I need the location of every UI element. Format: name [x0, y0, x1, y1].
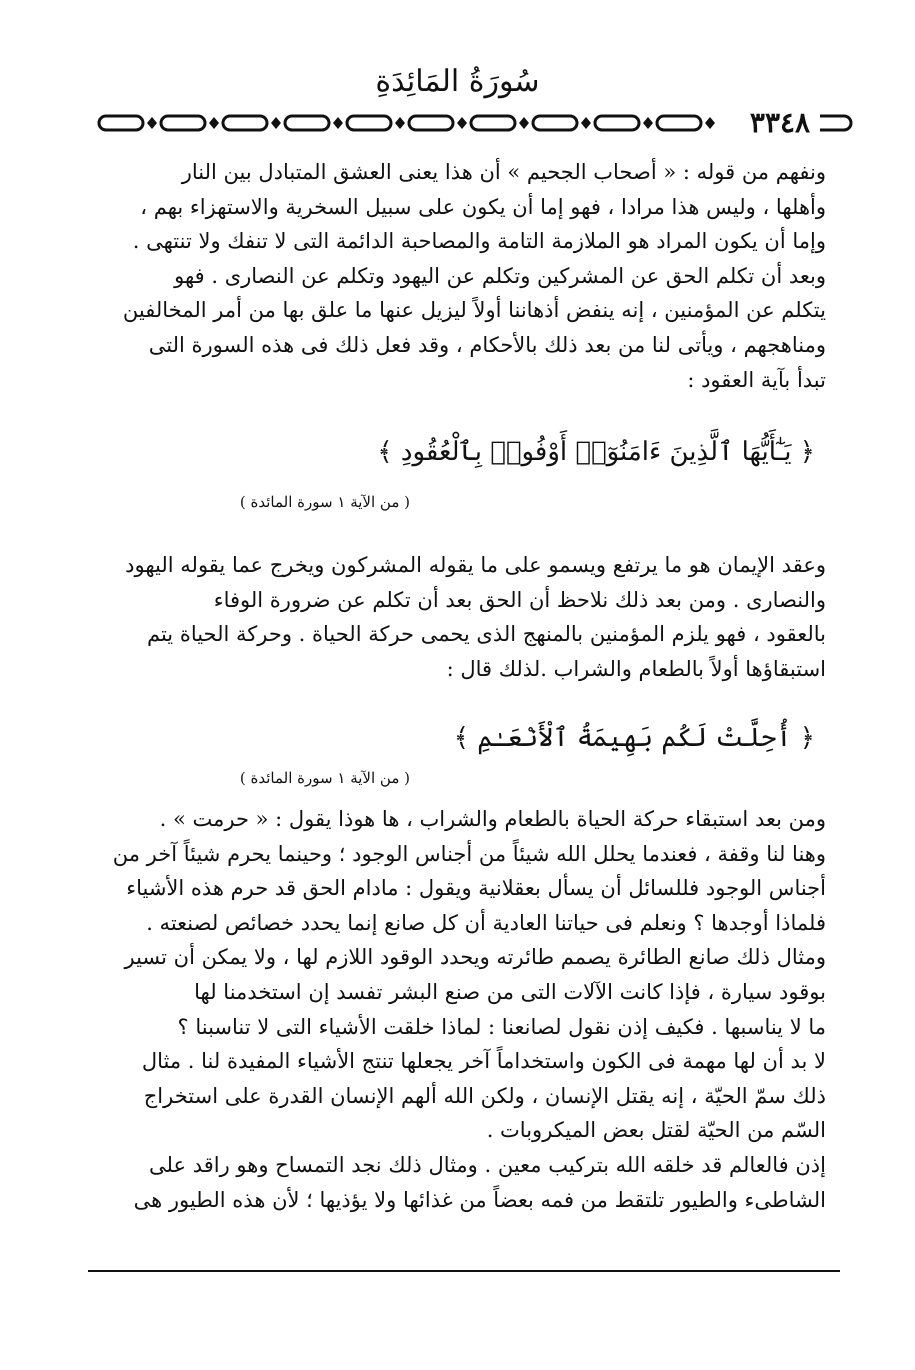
text-line: ونفهم من قوله : « أصحاب الجحيم » أن هذا يعنى العشق المتبادل بين النار — [181, 160, 826, 184]
text-line: الشاطىء والطيور تلتقط من فمه بعضاً من غذائها ولا يؤذيها ؛ لأن هذه الطيور هى — [133, 1187, 826, 1212]
text-line: إذن فالعالم قد خلقه الله بتركيب معين . ومثال ذلك نجد التمساح وهو راقد على — [149, 1152, 826, 1177]
text-line: يتكلم عن المؤمنين ، إنه ينفض أذهاننا أولاً ليزيل عنها ما علق بها من أمر المخالفين — [122, 298, 826, 323]
text-line: وأهلها ، وليس هذا مرادا ، فهو إما أن يكون على سبيل السخرية والاستهزاء بهم ، — [140, 194, 826, 219]
text-line: وبعد أن تكلم الحق عن المشركين وتكلم عن اليهود وتكلم عن النصارى . فهو — [174, 263, 826, 288]
text-line: لا بد أن لها مهمة فى الكون واستخداماً آخر يجعلها تنتج الأشياء المفيدة لنا . مثال — [141, 1049, 826, 1074]
text-line: وهنا لنا وقفة ، فعندما يحلل الله شيئاً من أجناس الوجود ؛ وحينما يحرم شيئاً آخر من — [112, 841, 826, 866]
surah-title: سُورَةُ المَائِدَةِ — [375, 64, 540, 99]
paragraph-3 — [108, 802, 826, 1217]
text-line: وإما أن يكون المراد هو الملازمة التامة والمصاحبة الدائمة التى لا تنفك ولا تنتهى . — [132, 229, 826, 254]
text-line: أجناس الوجود فللسائل أن يسأل بعقلانية ويقول : مادام الحق قد حرم هذه الأشياء — [126, 876, 826, 901]
paragraph-1 — [108, 155, 826, 397]
text-line: تبدأ بآية العقود : — [687, 367, 826, 392]
text-line: ما لا يناسبها . فكيف إذن نقول لصانعنا : لماذا خلقت الأشياء التى لا تناسبنا ؟ — [177, 1014, 826, 1039]
page-number: ٣٣٤٨ — [740, 108, 820, 138]
text-line: بالعقود ، فهو يلزم المؤمنين بالمنهج الذى يحمى حركة الحياة . وحركة الحياة يتم — [146, 622, 826, 647]
text-line: السّم من الحيّة لقتل بعض الميكروبات . — [486, 1118, 826, 1143]
quran-verse-2: ﴿ أُحِلَّتْ لَكُم بَهِيمَةُ ٱلْأَنْعَـٰمِ ﴾ — [453, 723, 815, 753]
verse-1-reference: ( من الآية ١ سورة المائدة ) — [239, 493, 410, 511]
text-line: وعقد الإيمان هو ما يرتفع ويسمو على ما يقوله المشركون ويخرج عما يقوله اليهود — [125, 553, 826, 577]
paragraph-2 — [108, 548, 826, 686]
footer-divider — [88, 1270, 840, 1272]
text-line: والنصارى . ومن بعد ذلك نلاحظ أن الحق بعد أن تكلم عن ضرورة الوفاء — [213, 587, 826, 612]
text-line: ومناهجهم ، ويأتى لنا من بعد ذلك بالأحكام ، وقد فعل ذلك فى هذه السورة التى — [148, 332, 826, 357]
text-line: بوقود سيارة ، فإذا كانت الآلات التى من صنع البشر تفسد إن استخدمنا لها — [194, 979, 826, 1004]
quran-verse-1: ﴿ يَـٰٓأَيُّهَا ٱلَّذِينَ ءَامَنُوٓا۟ أَوْفُوا۟ بِٱلْعُقُودِ ﴾ — [377, 437, 815, 467]
text-line: فلماذا أوجدها ؟ ونعلم فى حياتنا العادية أن كل صانع إنما يحدد خصائص لصنعته . — [146, 910, 826, 935]
text-line: ومن بعد استبقاء حركة الحياة بالطعام والشراب ، ها هوذا يقول : « حرمت » . — [159, 807, 826, 831]
text-line: استبقاؤها أولاً بالطعام والشراب .لذلك قال : — [446, 656, 826, 681]
text-line: ومثال ذلك صانع الطائرة يصمم طائرته ويحدد الوقود اللازم لها ، ولا يمكن أن تسير — [124, 945, 826, 970]
verse-2-reference: ( من الآية ١ سورة المائدة ) — [239, 769, 410, 787]
text-line: ذلك سمّ الحيّة ، إنه يقتل الإنسان ، ولكن الله ألهم الإنسان القدرة على استخراج — [143, 1083, 826, 1108]
